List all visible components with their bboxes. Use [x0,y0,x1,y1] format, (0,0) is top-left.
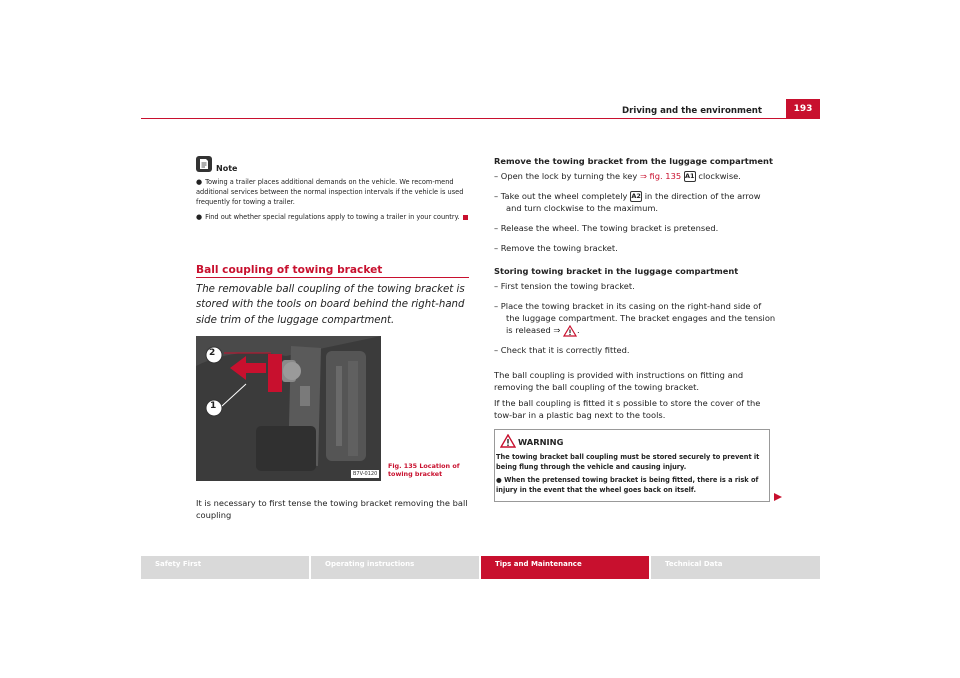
end-marker-icon [463,215,468,220]
note-label: Note [216,164,238,173]
running-header: Driving and the environment [622,106,762,116]
figure-code: B7V-0120 [353,471,378,477]
bullet-icon: ● [496,476,505,484]
note-icon [196,156,212,172]
towing-bracket-figure [196,336,381,481]
footer-tab-safety[interactable]: Safety First [141,556,309,579]
figure-callout-1: 1 [210,401,217,411]
warning-text: ● When the pretensed towing bracket is being fitted, there is a risk of injury in the event that the wheel goes back on itself. [496,476,759,494]
figure-callout-2: 2 [209,348,216,358]
info-paragraph: If the ball coupling is fitted it s possible to store the cover of the tow-bar in a plastic bag next to the tools. [494,398,761,420]
store-step: – Check that it is correctly fitted. [494,345,630,355]
page-number: 193 [786,99,820,119]
warning-text: The towing bracket ball coupling must be stored securely to prevent it being flung through the vehicle and causing injury. [496,453,760,471]
info-paragraph: The ball coupling is provided with instructions on fitting and removing the ball coupling of the towing bracket. [494,370,744,392]
store-step: – Place the towing bracket in its casing on the right-hand side of [494,301,762,311]
bullet-icon: ● [196,213,203,221]
warning-icon [500,434,516,448]
footer-tab-operating[interactable]: Operating instructions [311,556,479,579]
continue-arrow-icon [773,492,783,502]
remove-heading: Remove the towing bracket from the luggage compartment [494,156,773,166]
remove-step: – Open the lock by turning the key ⇒ fig. 135 A1 clockwise. [494,171,741,181]
store-step-cont: the luggage compartment. The bracket engages and the tension [506,313,776,323]
section-title: Ball coupling of towing bracket [196,264,383,276]
section-divider [196,277,469,278]
section-intro: The removable ball coupling of the towing bracket is stored with the tools on board behind the right-hand side trim of the luggage compartment. [196,284,465,326]
footer-tab-technical[interactable]: Technical Data [651,556,820,579]
callout-badge: A2 [631,192,641,200]
remove-step: – Release the wheel. The towing bracket is pretensed. [494,223,719,233]
note-item: ● Find out whether special regulations apply to towing a trailer in your country. [196,213,468,223]
remove-step: – Take out the wheel completely A2 in the direction of the arrow [494,191,761,201]
figure-link[interactable]: ⇒ fig. 135 [639,171,682,181]
remove-step: – Remove the towing bracket. [494,243,618,253]
figure-caption: Fig. 135 Location of towing bracket [388,462,460,478]
warning-label: WARNING [518,437,564,447]
store-heading: Storing towing bracket in the luggage compartment [494,266,739,276]
body-paragraph: It is necessary to first tense the towing bracket removing the ball coupling [196,498,468,520]
warning-triangle-icon [563,325,577,337]
bullet-icon: ● [196,178,203,186]
store-step: – First tension the towing bracket. [494,281,635,291]
footer-tab-maintenance[interactable]: Tips and Maintenance [481,556,649,579]
callout-badge: A1 [685,172,695,180]
remove-step-cont: and turn clockwise to the maximum. [506,203,659,213]
note-item: ● Towing a trailer places additional demands on the vehicle. We recom-mend additional services between the normal inspection intervals if the vehicle is used frequently for towing a trailer. [196,178,464,206]
store-step-cont: is released ⇒ . [506,325,580,335]
header-divider [141,118,820,119]
